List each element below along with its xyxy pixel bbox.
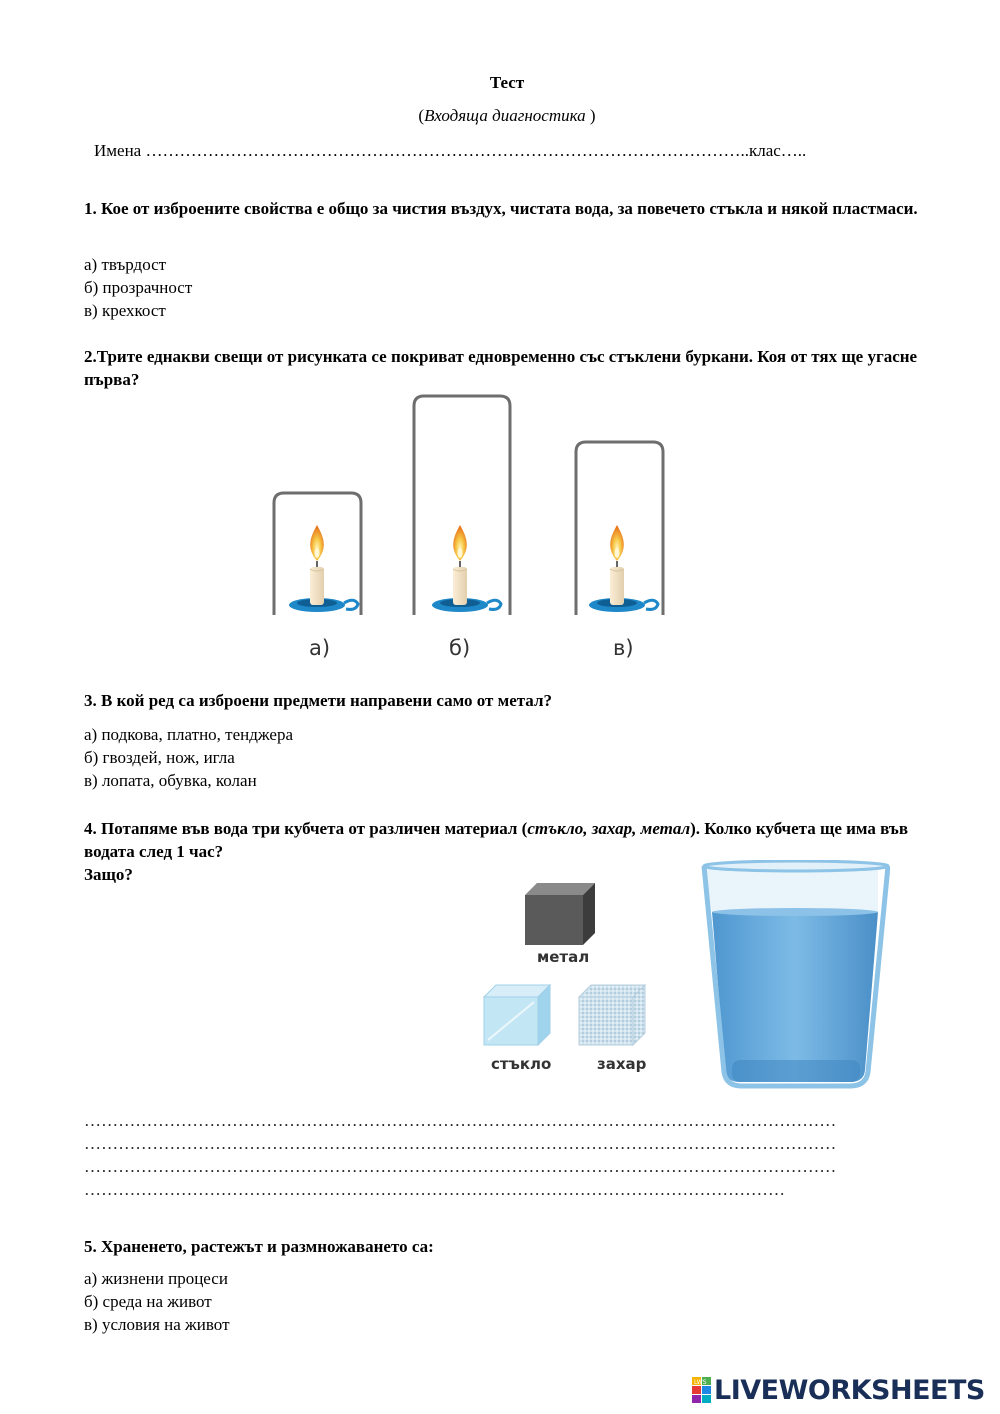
jar-c (576, 442, 663, 660)
question-5: 5. Храненето, растежът и размножаването са: (84, 1237, 434, 1256)
q3-option-b[interactable]: б) гвоздей, нож, игла (84, 748, 235, 767)
metal-cube (525, 883, 595, 966)
logo-text: LIVEWORKSHEETS (714, 1374, 985, 1406)
q4-answer-lines (84, 1109, 836, 1201)
answer-line[interactable]: …………………………………………………………………………………………………………………… (84, 1111, 837, 1130)
q4-text-italic: стъкло, захар, метал (527, 819, 691, 838)
sugar-label: захар (597, 1055, 647, 1073)
q5-option-c[interactable]: в) условия на живот (84, 1315, 230, 1334)
question-4-why: Защо? (84, 865, 133, 884)
question-4 (84, 817, 914, 863)
candle-label-c: в) (613, 636, 634, 660)
answer-line[interactable]: …………………………………………………………………………………………………………………… (84, 1134, 837, 1153)
q4-text-part-a: 4. Потапяме във вода три кубчета от различен материал ( (84, 819, 528, 838)
q3-option-c[interactable]: в) лопата, обувка, колан (84, 771, 257, 790)
subtitle-paren-close: ) (585, 106, 596, 125)
question-2: 2.Трите еднакви свещи от рисунката се покриват едновременно със стъклени буркани. Коя от тях ще угасне първа? (84, 347, 918, 389)
answer-line[interactable]: …………………………………………………………………………………………………………………… (84, 1157, 837, 1176)
q1-option-c[interactable]: в) крехкост (84, 301, 166, 320)
candle-label-a: а) (309, 636, 331, 660)
q5-option-a[interactable]: а) жизнени процеси (84, 1269, 228, 1288)
candles-figure (260, 390, 680, 670)
water-glass (704, 861, 888, 1086)
glass-cube (484, 985, 551, 1073)
q1-option-a[interactable]: а) твърдост (84, 255, 167, 274)
logo-mark-icon (690, 1375, 714, 1405)
q5-option-b[interactable]: б) среда на живот (84, 1292, 212, 1311)
question-3-options (84, 723, 293, 792)
page-subtitle (0, 106, 1000, 126)
q3-option-a[interactable]: а) подкова, платно, тенджера (84, 725, 294, 744)
question-3: 3. В кой ред са изброени предмети направени само от метал? (84, 691, 552, 710)
q1-option-b[interactable]: б) прозрачност (84, 278, 193, 297)
question-5-options (84, 1267, 230, 1336)
logo-mark-letters: LWS (694, 1379, 707, 1386)
jar-b (414, 396, 510, 660)
jar-a (274, 493, 361, 660)
sugar-cube (579, 985, 647, 1073)
question-1: 1. Кое от изброените свойства е общо за чистия въздух, чистата вода, за повечето стъкла и някой пластмаси. (84, 199, 918, 218)
glass-label: стъкло (491, 1055, 552, 1073)
question-1-options (84, 253, 192, 322)
q4-text-part-b: ). Колко кубчета ще има във водата след 1 час? (84, 819, 908, 861)
answer-line[interactable]: …………………………………………………………………………………………………………… (84, 1180, 786, 1199)
page-title: Тест (489, 73, 525, 92)
subtitle-text: Входяща диагностика (424, 106, 586, 125)
cubes-and-glass-figure (470, 860, 890, 1100)
candle-label-b: б) (449, 636, 471, 660)
subtitle-paren-open: ( (418, 106, 425, 125)
metal-label: метал (537, 948, 590, 966)
liveworksheets-logo (690, 1372, 985, 1408)
name-class-line[interactable]: Имена ……………………………………………………………………………………………..клас….. (94, 141, 807, 160)
